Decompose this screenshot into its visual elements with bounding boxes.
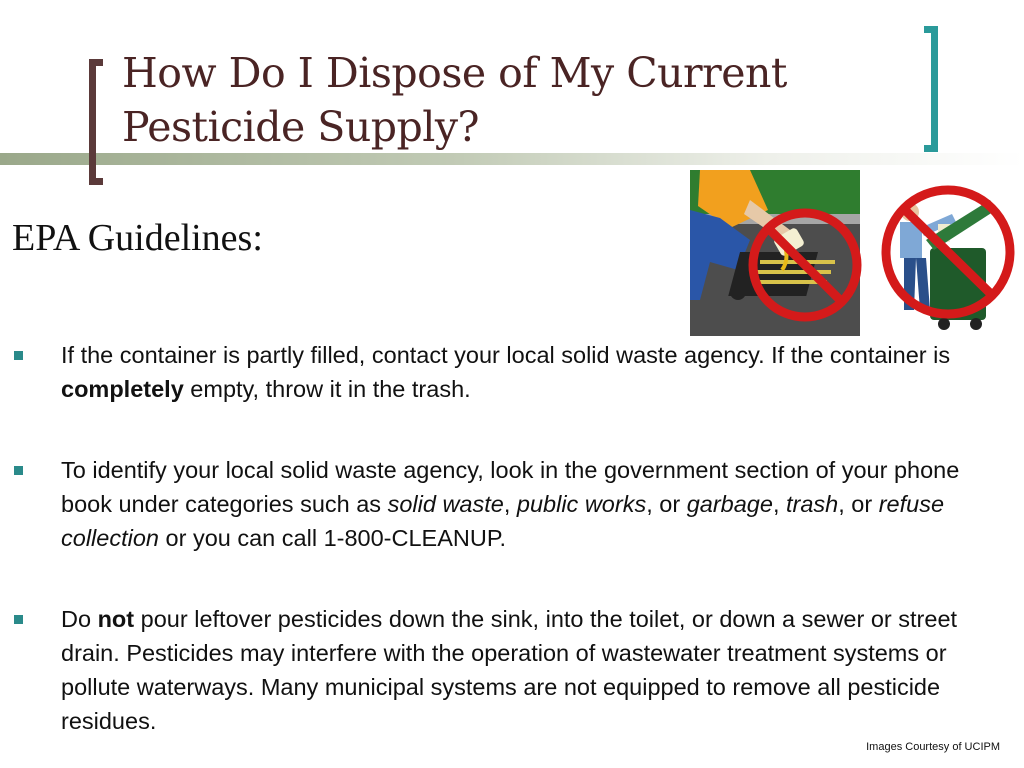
slide-subtitle: EPA Guidelines:	[12, 217, 263, 259]
no-pouring-down-drain-icon	[690, 170, 860, 336]
bullet-marker	[14, 466, 23, 475]
slide-title	[122, 46, 922, 154]
list-item: Do not pour leftover pesticides down the sink, into the toilet, or down a sewer or street drain. Pesticides may interfere with the operation of wastewater treatment systems or pollute waterways. Many municipal systems are not equipped to remove all pesticide residues.	[12, 602, 1012, 738]
image-credit: Images Courtesy of UCIPM	[866, 741, 1000, 753]
left-bracket-decoration	[89, 59, 103, 185]
illustrations	[690, 170, 1016, 336]
bullet-marker	[14, 351, 23, 360]
no-trash-can-icon	[886, 190, 1010, 330]
right-bracket-decoration	[924, 26, 938, 152]
title-underline-rule	[0, 153, 1024, 165]
guidelines-list	[12, 338, 1012, 738]
list-item: To identify your local solid waste agency, look in the government section of your phone book under categories such as solid waste, public works, or garbage, trash, or refuse collection or you can call 1-800-CLEANUP.	[12, 453, 1012, 555]
slide-title-line-1: How Do I Dispose of My Current	[122, 49, 787, 97]
bullet-marker	[14, 615, 23, 624]
illustration-group	[690, 170, 1016, 336]
slide-title-line-2: Pesticide Supply?	[122, 103, 479, 151]
list-item: If the container is partly filled, contact your local solid waste agency. If the container is completely empty, throw it in the trash.	[12, 338, 1012, 406]
